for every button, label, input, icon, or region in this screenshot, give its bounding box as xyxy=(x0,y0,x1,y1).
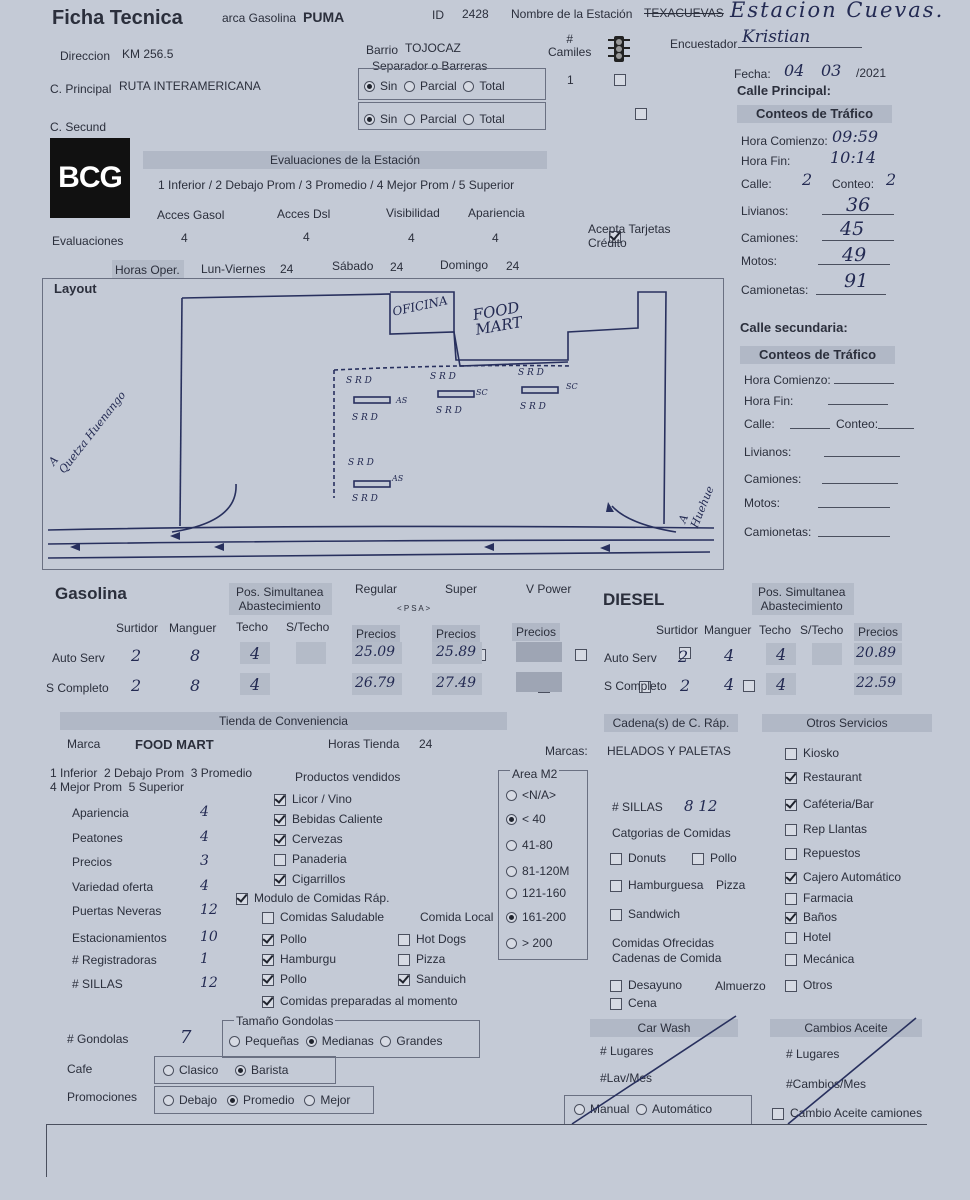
camiones-value: 45 xyxy=(840,218,865,240)
motos-line xyxy=(818,264,890,265)
camionetas-value: 91 xyxy=(844,270,869,292)
comida-row[interactable]: Sanduich xyxy=(398,972,466,986)
direccion-label: Direccion xyxy=(60,49,111,63)
pump-2-top: S R D xyxy=(430,372,456,382)
pump-1-top: S R D xyxy=(346,376,372,386)
promo-label: Promociones xyxy=(67,1090,138,1104)
barrio-label: Barrio xyxy=(366,43,399,57)
hora-fin-label: Hora Fin: xyxy=(741,154,791,168)
gas-row2-vpower-checkbox[interactable] xyxy=(743,680,755,692)
dsl-row1-label: Auto Serv xyxy=(604,651,657,665)
cena-row[interactable]: Cena xyxy=(610,996,657,1010)
pump-3-bottom: S R D xyxy=(520,402,546,412)
gondolas-label: # Gondolas xyxy=(67,1032,129,1046)
hora-comienzo-label: Hora Comienzo: xyxy=(741,134,828,148)
conteo-value: 2 xyxy=(886,170,897,189)
sandwich-row[interactable]: Sandwich xyxy=(610,907,680,921)
producto-row[interactable]: Licor / Vino xyxy=(274,792,352,806)
id-value: 2428 xyxy=(462,7,489,21)
livianos-value: 36 xyxy=(846,194,871,216)
super-label: Super xyxy=(445,582,478,596)
encuestador-label: Encuestador xyxy=(670,37,738,51)
aceite-lugares-label: # Lugares xyxy=(786,1047,840,1061)
gas-row1-super[interactable]: 25.89 xyxy=(436,644,477,660)
c-principal-value: RUTA INTERAMERICANA xyxy=(119,79,261,93)
aceite-camiones-row[interactable]: Cambio Aceite camiones xyxy=(772,1106,922,1120)
fecha-label: Fecha: xyxy=(734,67,771,81)
sec-hora-fin-line xyxy=(828,404,888,405)
fecha-year: /2021 xyxy=(856,66,887,80)
gas-col-surtidor: Surtidor xyxy=(116,621,159,635)
otros-row[interactable]: Caféteria/Bar xyxy=(785,797,874,811)
c-principal-label: C. Principal xyxy=(50,82,112,96)
lun-value: 24 xyxy=(280,262,294,276)
conteo-label: Conteo: xyxy=(832,177,875,191)
camionetas-label: Camionetas: xyxy=(741,283,809,297)
gas-col-manguer: Manguer xyxy=(169,621,217,635)
rating-value: 4 xyxy=(200,804,209,820)
sec-conteo-label: Conteo: xyxy=(836,417,879,431)
comida-row[interactable]: Pizza xyxy=(398,952,445,966)
almuerzo-label: Almuerzo xyxy=(715,979,766,993)
pump-4-top: S R D xyxy=(348,458,374,468)
encuestador-line xyxy=(738,47,862,48)
pump-1-type: AS xyxy=(396,396,408,405)
area-option[interactable]: > 200 xyxy=(506,936,552,950)
food-mart-label: FOOD MART xyxy=(471,298,524,339)
rating-label: # SILLAS xyxy=(72,977,123,991)
desayuno-row[interactable]: Desayuno xyxy=(610,978,682,992)
separador-secund-options[interactable]: Sin Parcial Total xyxy=(364,112,505,126)
rating-label: Variedad oferta xyxy=(72,880,154,894)
dsl-row1-stecho-bg xyxy=(812,643,842,665)
rating-label: Puertas Neveras xyxy=(72,904,162,918)
nombre-struck: TEXACUEVAS xyxy=(644,6,724,20)
rating-value: 3 xyxy=(200,853,209,869)
donuts-row[interactable]: Donuts xyxy=(610,851,666,865)
sec-camionetas-line xyxy=(818,536,890,537)
camiles-value: 1 xyxy=(567,73,574,87)
camiones-line xyxy=(822,240,894,241)
sec-hora-comienzo-line xyxy=(834,383,894,384)
calle-label: Calle: xyxy=(741,177,772,191)
psa-label: < P S A > xyxy=(397,604,431,613)
sec-camiones-line xyxy=(822,483,898,484)
road-right-label: A Huehue xyxy=(676,484,717,530)
otros-row[interactable]: Restaurant xyxy=(785,770,862,784)
rating-value: 4 xyxy=(200,829,209,845)
comida-row[interactable]: Hamburgu xyxy=(262,952,336,966)
area-label: Area M2 xyxy=(512,767,558,781)
promo-options[interactable]: Debajo Promedio Mejor xyxy=(163,1093,350,1107)
cafe-label: Cafe xyxy=(67,1062,93,1076)
area-option[interactable]: 41-80 xyxy=(506,838,553,852)
rating-label: Peatones xyxy=(72,831,123,845)
motos-label: Motos: xyxy=(741,254,778,268)
precios-super: Precios xyxy=(432,625,480,643)
rating-label: Estacionamientos xyxy=(72,931,167,945)
evaluaciones-row-label: Evaluaciones xyxy=(52,234,124,248)
gas-row1-label: Auto Serv xyxy=(52,651,105,665)
pump-1-bottom: S R D xyxy=(352,413,378,423)
layout-label: Layout xyxy=(54,281,97,296)
c-secund-label: C. Secund xyxy=(50,120,107,134)
sec-calle-line xyxy=(790,428,830,429)
sec-calle-label: Calle: xyxy=(744,417,775,431)
evaluaciones-bar: Evaluaciones de la Estación xyxy=(143,151,547,169)
gas-row1-manguer: 8 xyxy=(190,646,201,665)
acepta-tarjetas-label: Acepta Tarjetas Crédito xyxy=(588,222,671,250)
tienda-marca-value: FOOD MART xyxy=(135,737,214,752)
pizza-label: Pizza xyxy=(716,878,746,892)
rating-label: Apariencia xyxy=(72,806,129,820)
otros-bar: Otros Servicios xyxy=(762,714,932,732)
precios-regular: Precios xyxy=(352,625,400,643)
comida-row[interactable]: Hot Dogs xyxy=(398,932,466,946)
tienda-bar: Tienda de Conveniencia xyxy=(60,712,507,730)
separador-principal-options[interactable]: Sin Parcial Total xyxy=(364,79,505,93)
layout-sketch xyxy=(42,278,724,570)
dsl-row1-techo: 4 xyxy=(776,645,787,664)
producto-row[interactable]: Panaderia xyxy=(274,852,347,866)
area-option[interactable]: 81-120M xyxy=(506,864,569,878)
sec-hora-fin-label: Hora Fin: xyxy=(744,394,794,408)
dom-value: 24 xyxy=(506,259,520,273)
pump-4-type: AS xyxy=(392,474,404,483)
sec-motos-label: Motos: xyxy=(744,496,781,510)
otros-row[interactable]: Repuestos xyxy=(785,846,860,860)
dom-label: Domingo xyxy=(440,258,489,272)
form-title: Ficha Tecnica xyxy=(52,7,183,29)
camionetas-line xyxy=(816,294,886,295)
pollo-row[interactable]: Pollo xyxy=(692,851,737,865)
encuestador-value: Kristian xyxy=(742,27,811,47)
area-option[interactable]: < 40 xyxy=(506,812,546,826)
otros-row[interactable]: Farmacia xyxy=(785,891,853,905)
sab-label: Sábado xyxy=(332,259,374,273)
road-left-label: A Quetza Huenango xyxy=(46,388,129,477)
comida-local-label: Comida Local xyxy=(420,910,494,924)
dsl-row2-surtidor: 2 xyxy=(680,676,691,695)
fecha-day: 04 xyxy=(784,61,805,80)
gas-row2-regular[interactable]: 26.79 xyxy=(355,675,396,691)
camiles-label: # Camiles xyxy=(548,32,592,59)
producto-row[interactable]: Cervezas xyxy=(274,832,343,846)
dsl-row2-techo: 4 xyxy=(776,675,787,694)
categorias-label: Catgorias de Comidas xyxy=(612,826,731,840)
dsl-col-stecho: S/Techo xyxy=(800,623,844,637)
area-option[interactable]: 161-200 xyxy=(506,910,566,924)
rating-value: 12 xyxy=(200,975,218,991)
calle-value: 2 xyxy=(802,170,813,189)
gas-row2-label: S Completo xyxy=(46,681,109,695)
gas-row2-vpower[interactable] xyxy=(516,672,562,692)
sec-conteo-line xyxy=(878,428,914,429)
gas-row2-super[interactable]: 27.49 xyxy=(436,675,477,691)
regular-label: Regular xyxy=(355,582,398,596)
rating-value: 4 xyxy=(200,878,209,894)
direccion-value: KM 256.5 xyxy=(122,47,174,61)
comida-row[interactable]: Pollo xyxy=(262,972,307,986)
area-option[interactable]: <N/A> xyxy=(506,788,556,802)
rating-label: # Registradoras xyxy=(72,953,157,967)
carwash-lav-label: #Lav/Mes xyxy=(600,1071,653,1085)
rating-value: 1 xyxy=(200,951,209,967)
camiones-label: Camiones: xyxy=(741,231,799,245)
aceite-cambios-label: #Cambios/Mes xyxy=(786,1077,867,1091)
horas-label: Horas Oper. xyxy=(115,263,180,277)
ofrecidas-label: Comidas Ofrecidas Cadenas de Comida xyxy=(612,936,722,965)
conteos-principal-bar: Conteos de Tráfico xyxy=(737,105,892,123)
modulo-row[interactable]: Modulo de Comidas Ráp. xyxy=(236,891,389,905)
dsl-row1-manguer: 4 xyxy=(724,646,735,665)
horas-tienda-label: Horas Tienda xyxy=(328,737,400,751)
pump-2-bottom: S R D xyxy=(436,406,462,416)
gas-row1-stecho-bg xyxy=(296,642,326,664)
hora-fin-value: 10:14 xyxy=(830,148,877,167)
id-label: ID xyxy=(432,8,444,22)
traffic-light-icon xyxy=(606,34,632,66)
tienda-marca-label: Marca xyxy=(67,737,101,751)
carwash-bar: Car Wash xyxy=(590,1019,738,1037)
otros-row[interactable]: Baños xyxy=(785,910,837,924)
eval-acces-gasol: 4 xyxy=(181,231,188,245)
cafe-options[interactable]: Clasico Barista xyxy=(163,1063,288,1077)
dsl-row2-label: S Completo xyxy=(604,679,667,693)
gas-row1-regular[interactable]: 25.09 xyxy=(355,644,396,660)
col-apariencia: Apariencia xyxy=(468,206,525,220)
sec-camiones-label: Camiones: xyxy=(744,472,802,486)
horas-tienda-value: 24 xyxy=(419,737,433,751)
pump-3-type: SC xyxy=(566,382,578,391)
otros-row[interactable]: Mecánica xyxy=(785,952,854,966)
area-option[interactable]: 121-160 xyxy=(506,886,566,900)
separador-label: Separador o Barreras xyxy=(372,59,488,73)
gasolina-title: Gasolina xyxy=(55,584,127,603)
marcas-value: HELADOS Y PALETAS xyxy=(607,744,731,758)
dsl-row2-precio[interactable]: 22.59 xyxy=(856,675,897,691)
rating-value: 10 xyxy=(200,929,218,945)
evaluaciones-scale: 1 Inferior / 2 Debajo Prom / 3 Promedio / 4 Mejor Prom / 5 Superior xyxy=(158,178,515,192)
livianos-label: Livianos: xyxy=(741,204,789,218)
eval-visibilidad: 4 xyxy=(408,231,415,245)
notes-box[interactable] xyxy=(46,1124,927,1177)
marca-label: arca Gasolina xyxy=(222,11,297,25)
marcas-label: Marcas: xyxy=(545,744,588,758)
dsl-row1-surtidor: 2 xyxy=(678,647,689,666)
gas-col-stecho: S/Techo xyxy=(286,620,330,634)
otros-row[interactable]: Otros xyxy=(785,978,832,992)
rating-value: 12 xyxy=(200,902,218,918)
dsl-precios: Precios xyxy=(854,623,902,641)
sillas-label: # SILLAS xyxy=(612,800,663,814)
otros-row[interactable]: Rep Llantas xyxy=(785,822,867,836)
vpower-label: V Power xyxy=(526,582,572,596)
eval-acces-dsl: 4 xyxy=(303,230,310,244)
gas-row1-techo: 4 xyxy=(250,644,261,663)
gas-col-techo: Techo xyxy=(236,620,269,634)
hora-comienzo-value: 09:59 xyxy=(832,127,879,146)
precios-vpower: Precios xyxy=(512,623,560,641)
carwash-lugares-label: # Lugares xyxy=(600,1044,654,1058)
otros-row[interactable]: Hotel xyxy=(785,930,831,944)
pump-2-type: SC xyxy=(476,388,488,397)
col-acces-dsl: Acces Dsl xyxy=(277,207,331,221)
sec-livianos-line xyxy=(824,456,900,457)
dsl-row1-precio[interactable]: 20.89 xyxy=(856,645,897,661)
eval-apariencia: 4 xyxy=(492,231,499,245)
pump-3-top: S R D xyxy=(518,368,544,378)
sec-motos-line xyxy=(818,507,890,508)
tamano-label: Tamaño Gondolas xyxy=(236,1014,334,1028)
camiles-checkbox-1[interactable] xyxy=(614,74,626,86)
bcg-logo: BCG xyxy=(50,138,130,218)
producto-row[interactable]: Bebidas Caliente xyxy=(274,812,383,826)
aceite-bar: Cambios Aceite xyxy=(770,1019,922,1037)
sec-camionetas-label: Camionetas: xyxy=(744,525,812,539)
saludable-row[interactable]: Comidas Saludable xyxy=(262,910,384,924)
gas-row1-surtidor: 2 xyxy=(131,646,142,665)
diesel-pos-label: Pos. Simultanea Abastecimiento xyxy=(758,585,846,613)
oficina-label: OFICINA xyxy=(391,293,449,319)
producto-row[interactable]: Cigarrillos xyxy=(274,872,345,886)
diesel-title: DIESEL xyxy=(603,590,665,609)
barrio-value: TOJOCAZ xyxy=(405,41,461,55)
gas-row1-super-checkbox[interactable] xyxy=(575,649,587,661)
dsl-col-surtidor: Surtidor xyxy=(656,623,699,637)
gas-row2-manguer: 8 xyxy=(190,676,201,695)
otros-row[interactable]: Kiosko xyxy=(785,746,839,760)
fecha-month: 03 xyxy=(821,61,842,80)
marca-value: PUMA xyxy=(303,9,345,25)
calle-principal-title: Calle Principal: xyxy=(737,83,831,98)
gas-row1-vpower[interactable] xyxy=(516,642,562,662)
col-acces-gasol: Acces Gasol xyxy=(157,208,225,222)
comida-row[interactable]: Pollo xyxy=(262,932,307,946)
motos-value: 49 xyxy=(842,244,867,266)
rating-label: Precios xyxy=(72,855,113,869)
carwash-type-options[interactable]: Manual Automático xyxy=(574,1102,712,1116)
lun-label: Lun-Viernes xyxy=(201,262,266,276)
sec-livianos-label: Livianos: xyxy=(744,445,792,459)
sillas-value: 8 12 xyxy=(684,797,718,815)
dsl-row2-manguer: 4 xyxy=(724,675,735,694)
tienda-scale: 1 Inferior 2 Debajo Prom 3 Promedio 4 Mejor Prom 5 Superior xyxy=(50,766,253,794)
pump-4-bottom: S R D xyxy=(352,494,378,504)
otros-row[interactable]: Cajero Automático xyxy=(785,870,901,884)
hamburguesa-row[interactable]: Hamburguesa xyxy=(610,878,703,892)
sab-value: 24 xyxy=(390,260,404,274)
sec-hora-comienzo-label: Hora Comienzo: xyxy=(744,373,831,387)
col-visibilidad: Visibilidad xyxy=(386,206,440,220)
preparadas-row[interactable]: Comidas preparadas al momento xyxy=(262,994,457,1008)
gas-row2-techo: 4 xyxy=(250,675,261,694)
nombre-handwritten: Estacion Cuevas. xyxy=(730,0,945,22)
camiles-checkbox-2[interactable] xyxy=(635,108,647,120)
conteos-secundaria-bar: Conteos de Tráfico xyxy=(740,346,895,364)
productos-label: Productos vendidos xyxy=(295,770,401,784)
gasolina-pos-label: Pos. Simultanea Abastecimiento xyxy=(236,585,324,613)
calle-secundaria-title: Calle secundaria: xyxy=(740,320,848,335)
dsl-col-manguer: Manguer xyxy=(704,623,752,637)
crossout-strokes xyxy=(560,1012,940,1128)
tamano-options[interactable]: Pequeñas Medianas Grandes xyxy=(229,1034,442,1048)
gas-row2-surtidor: 2 xyxy=(131,676,142,695)
livianos-line xyxy=(822,214,894,215)
cadena-bar: Cadena(s) de C. Ráp. xyxy=(604,714,738,732)
dsl-col-techo: Techo xyxy=(759,623,792,637)
gondolas-value: 7 xyxy=(180,1027,192,1048)
nombre-label: Nombre de la Estación xyxy=(511,7,633,21)
